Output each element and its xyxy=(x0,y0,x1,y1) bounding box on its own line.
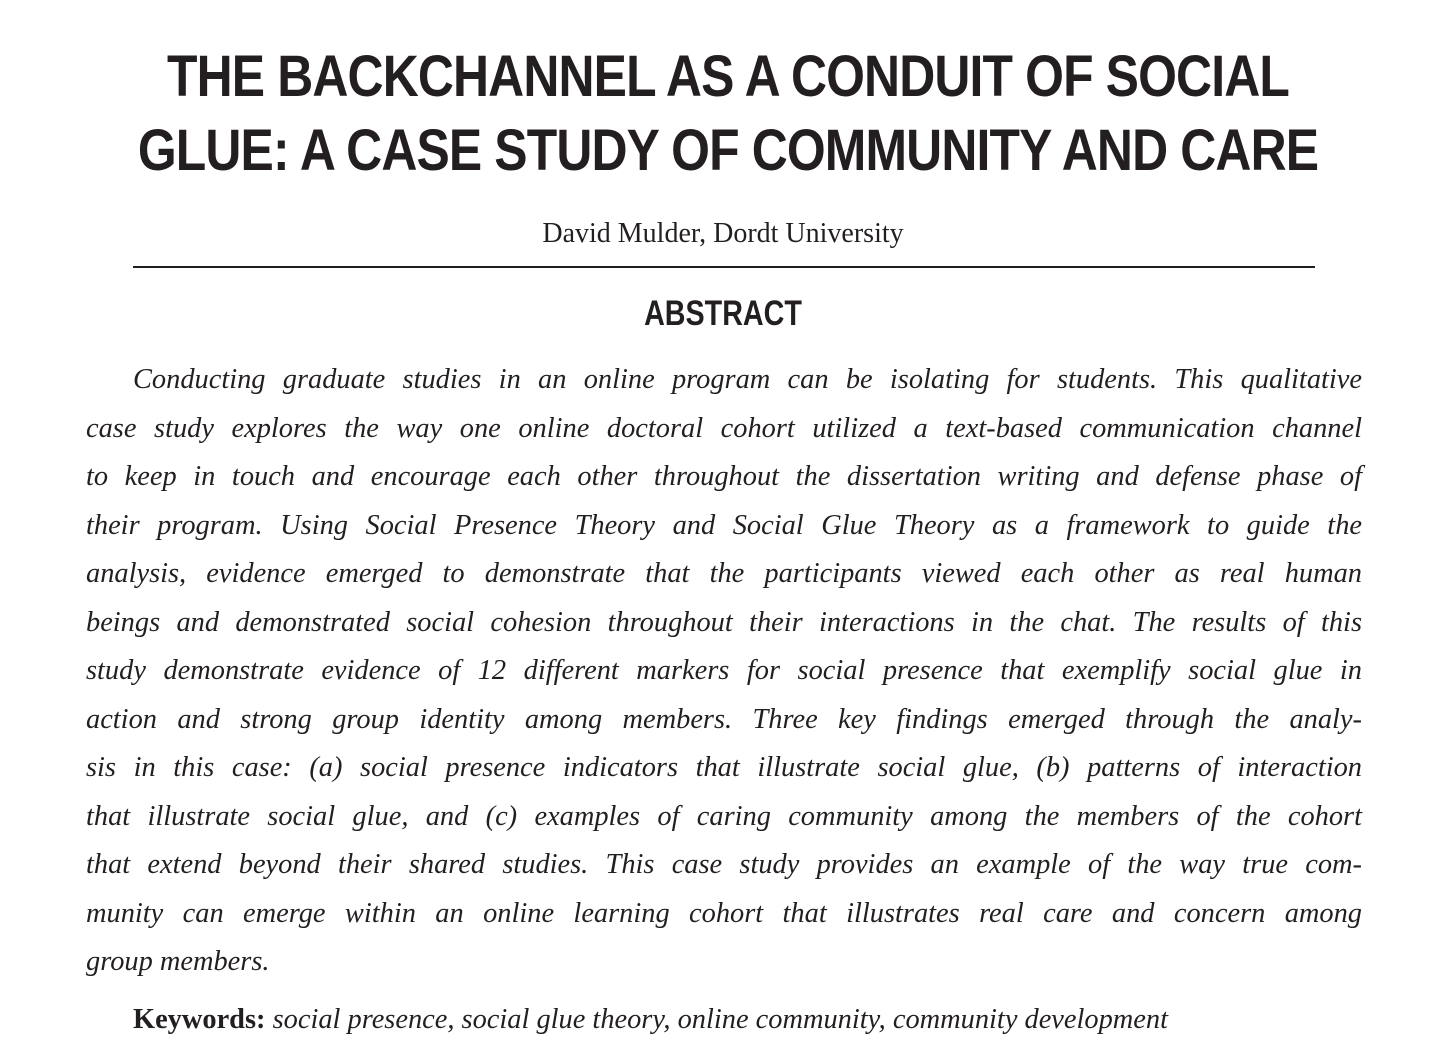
abstract-line: munity can emerge within an online learning cohort that illustrates real care and concern among xyxy=(86,897,1362,929)
keywords-label: Keywords: xyxy=(133,1004,266,1035)
author-affiliation: David Mulder, Dordt University xyxy=(542,218,904,249)
abstract-line: study demonstrate evidence of 12 different markers for social presence that exemplify social glue in xyxy=(86,655,1362,686)
abstract-line: Conducting graduate studies in an online program can be isolating for students. This qualitative xyxy=(133,364,1362,395)
keywords-list: social presence, social glue theory, online community, community development xyxy=(272,1004,1168,1035)
abstract-line: sis in this case: (a) social presence indicators that illustrate social glue, (b) patterns of interaction xyxy=(86,752,1362,783)
abstract-line: their program. Using Social Presence Theory and Social Glue Theory as a framework to guide the xyxy=(86,509,1362,541)
paper-title xyxy=(102,40,1354,188)
horizontal-rule-divider xyxy=(133,266,1315,268)
title-line-2: GLUE: A CASE STUDY OF COMMUNITY AND CARE xyxy=(137,118,1319,183)
abstract-line: that illustrate social glue, and (c) examples of caring community among the members of the cohort xyxy=(86,800,1362,832)
abstract-line: group members. xyxy=(86,946,270,977)
abstract-line: case study explores the way one online doctoral cohort utilized a text-based communication channel xyxy=(86,412,1362,444)
abstract-line: action and strong group identity among members. Three key findings emerged through the analy- xyxy=(86,703,1362,735)
abstract-line: to keep in touch and encourage each other throughout the dissertation writing and defense phase of xyxy=(86,461,1362,492)
abstract-heading: ABSTRACT xyxy=(644,294,802,333)
abstract-line: beings and demonstrated social cohesion throughout their interactions in the chat. The results of this xyxy=(86,606,1362,638)
abstract-body xyxy=(86,356,1362,987)
abstract-line: analysis, evidence emerged to demonstrate that the participants viewed each other as real human xyxy=(86,558,1362,589)
keywords xyxy=(133,1000,1168,1040)
abstract-line: that extend beyond their shared studies. This case study provides an example of the way true com- xyxy=(86,849,1362,880)
title-line-1: THE BACKCHANNEL AS A CONDUIT OF SOCIAL xyxy=(167,44,1289,109)
